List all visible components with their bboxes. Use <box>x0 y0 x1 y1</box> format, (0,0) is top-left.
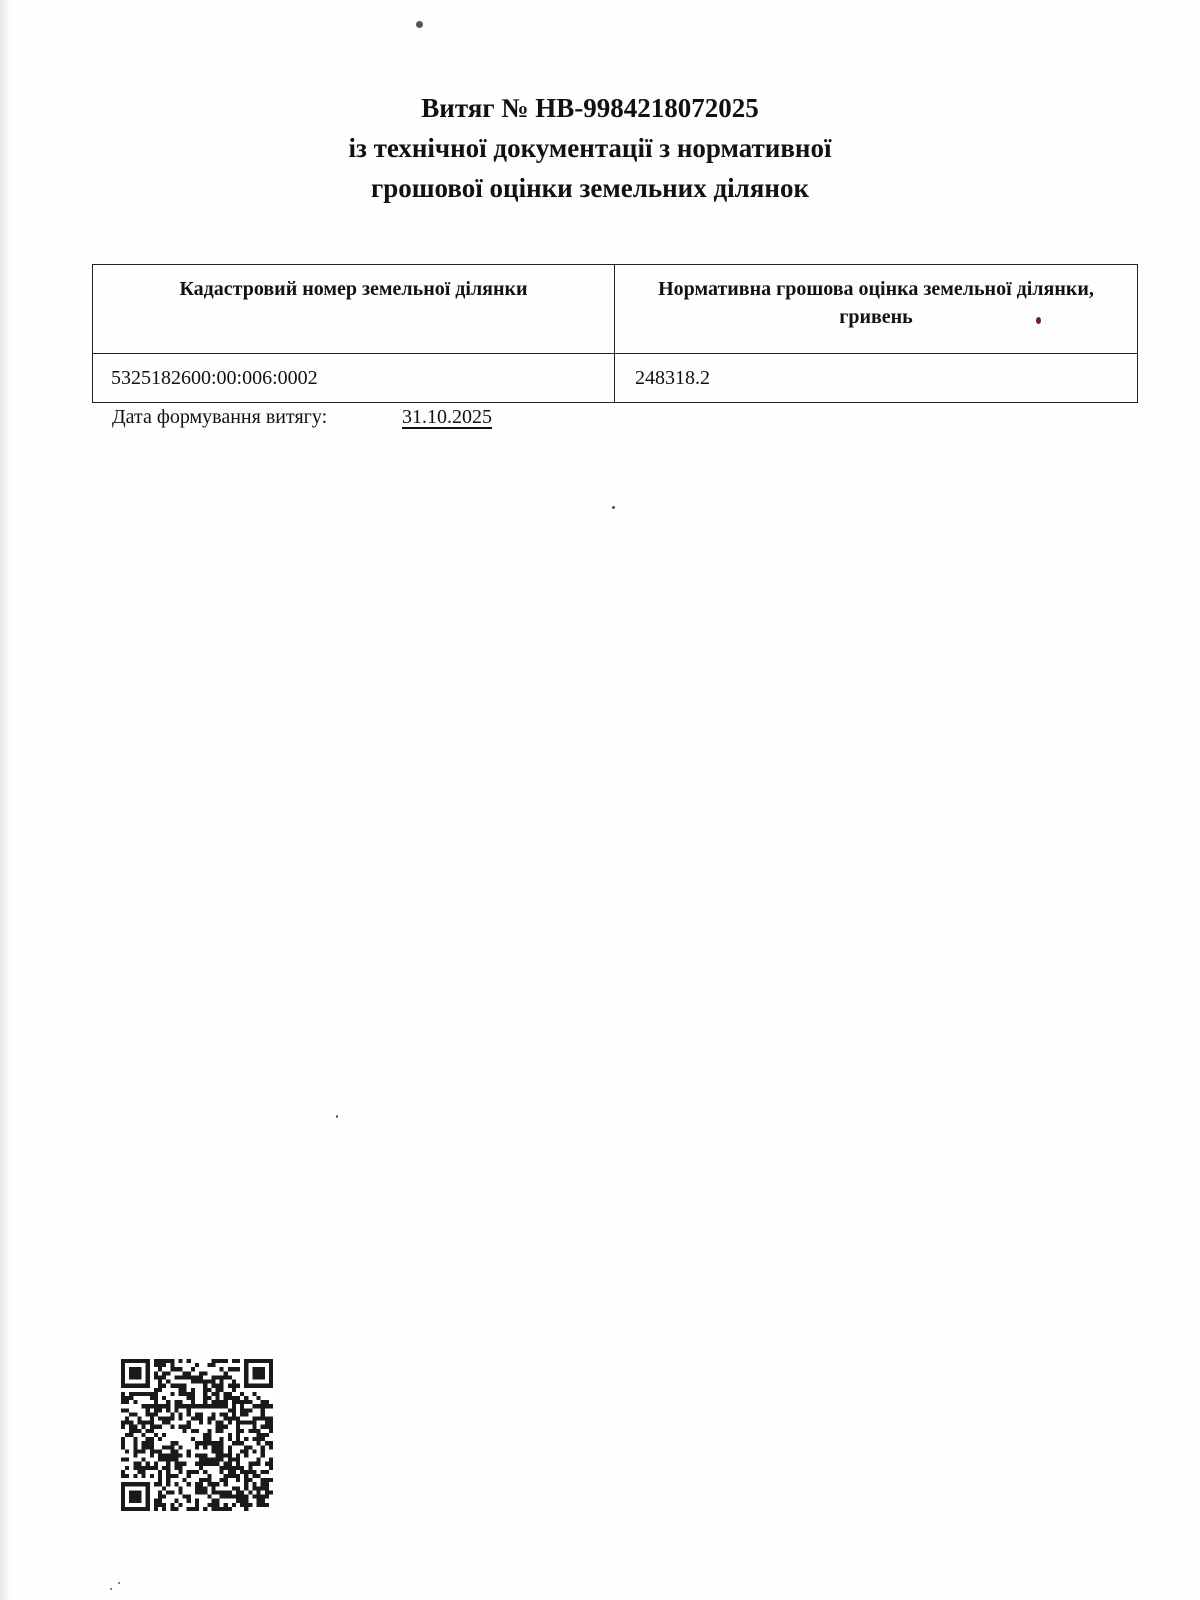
date-value: 31.10.2025 <box>402 406 492 428</box>
table-header-row <box>93 265 1138 354</box>
scan-speck <box>336 1115 338 1118</box>
header-cadastral-number: Кадастровий номер земельної ділянки <box>93 265 615 354</box>
formation-date <box>112 406 492 429</box>
header-normative-valuation: Нормативна грошова оцінка земельної ділянки, гривень <box>615 265 1138 354</box>
cell-cadastral-number: 5325182600:00:006:0002 <box>93 354 615 403</box>
scan-speck <box>110 1588 112 1590</box>
scan-speck <box>416 21 423 28</box>
scan-speck <box>612 506 615 509</box>
date-label: Дата формування витягу: <box>112 406 328 428</box>
valuation-table <box>92 264 1138 403</box>
table-row <box>93 354 1138 403</box>
title-line: Витяг № НВ-9984218072025 <box>421 93 759 123</box>
title-line: грошової оцінки земельних ділянок <box>370 173 810 203</box>
cell-valuation-amount: 248318.2 <box>615 354 1138 403</box>
title-line: із технічної документації з нормативної <box>348 133 832 163</box>
qr-code-icon <box>121 1359 273 1511</box>
scan-edge-shadow <box>0 0 10 1600</box>
document-title <box>0 88 1180 208</box>
scan-speck <box>118 1582 120 1584</box>
